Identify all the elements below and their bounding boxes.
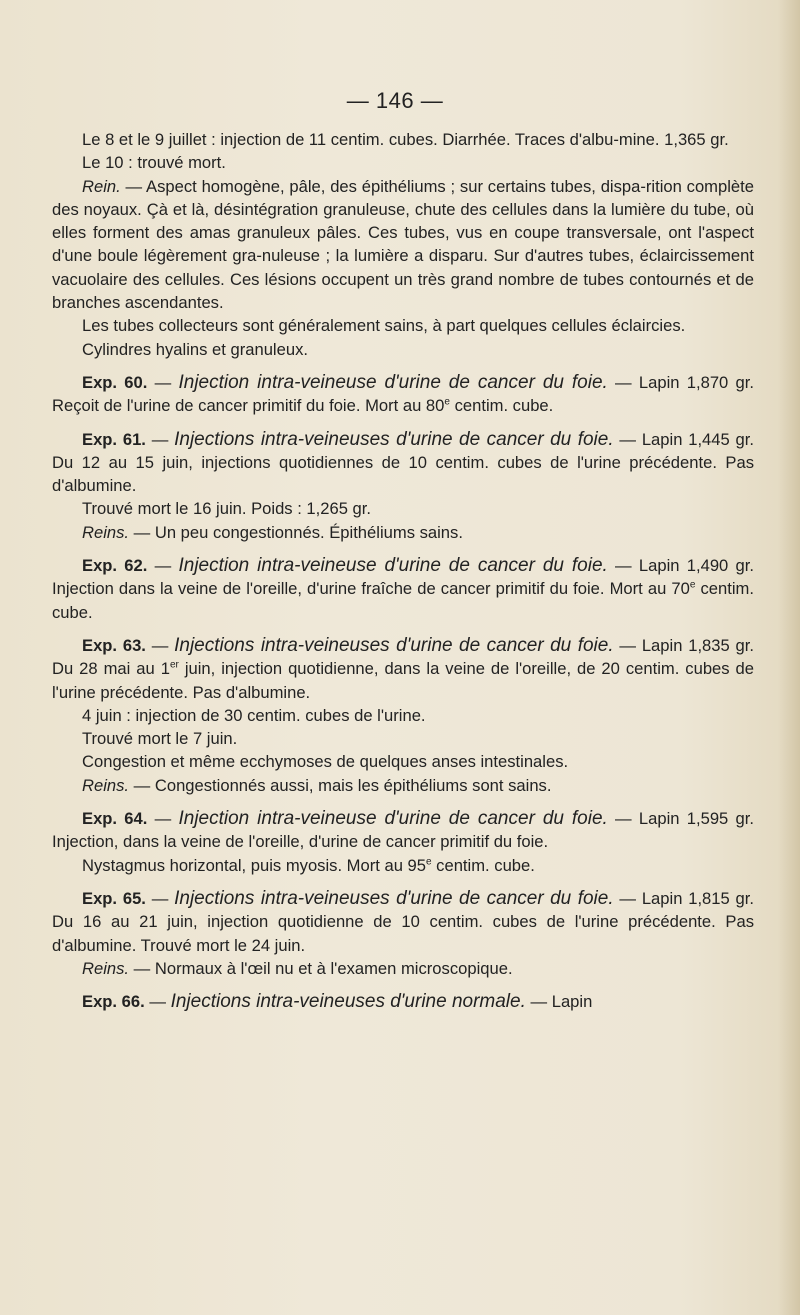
paragraph-rein [52, 175, 754, 315]
paragraph-text: centim. cube. [431, 855, 535, 875]
paragraph: Trouvé mort le 7 juin. [82, 729, 238, 749]
experiment-label: Exp. 63. [82, 635, 146, 655]
experiment-text: centim. cube. [52, 579, 754, 622]
experiment-text: Lapin 1,490 gr. Injection dans la veine de l'oreille, d'urine fraîche de cancer primitif du foie. Mort au 70 [52, 556, 754, 599]
paragraph-reins [52, 774, 754, 797]
paragraph [52, 854, 754, 877]
experiment-62: Exp. 62. — Injection intra-veineuse d'urine de cancer du foie. — Lapin 1,490 gr. Injection dans la veine de l'oreille, d'urine fraîche de cancer primitif du foie. Mort au 70e centim. cube. [52, 555, 754, 622]
experiment-64: Exp. 64. — Injection intra-veineuse d'urine de cancer du foie. — Lapin 1,595 gr. Injection, dans la veine de l'oreille, d'urine de cancer primitif du foie. [52, 808, 754, 852]
paragraph: Trouvé mort le 16 juin. Poids : 1,265 gr. [82, 499, 372, 519]
experiment-66: Exp. 66. — Injections intra-veineuses d'urine normale. — Lapin [82, 991, 593, 1013]
section-heading: Reins. [82, 522, 130, 542]
experiment-label: Exp. 65. [82, 888, 146, 908]
paragraph-text: Nystagmus horizontal, puis myosis. Mort au 95 [82, 855, 426, 875]
paragraph-reins [52, 957, 754, 980]
page-edge-shadow [778, 0, 800, 1315]
experiment-text: Lapin 1,815 gr. Du 16 au 21 juin, injection quotidienne de 10 centim. cubes de l'urine précédente. Pas d'albumine. Trouvé mort le 24 juin. [52, 888, 754, 955]
experiment-title: Injection intra-veineuse d'urine de cancer du foie. [178, 555, 608, 577]
experiment-60: Exp. 60. — Injection intra-veineuse d'urine de cancer du foie. — Lapin 1,870 gr. Reçoit de l'urine de cancer primitif du foie. Mort au 80e centim. cube. [52, 371, 754, 416]
superscript: e [444, 396, 450, 408]
experiment-text: centim. cube. [449, 396, 554, 416]
page-number: — 146 — [346, 88, 444, 113]
section-heading: Reins. [82, 775, 130, 795]
experiment-label: Exp. 64. [82, 809, 148, 829]
paragraph-text: — Aspect homogène, pâle, des épithéliums ; sur certains tubes, dispa-rition complète des noyaux. Çà et là, désintégration granuleuse, chute des cellules dans la lumière du tube, où elles forment des amas granuleux pâles. Ces tubes, vus en coupe transversale, ont l'aspect d'une boule légèrement gra-nuleuse ; la lumière a disparu. Sur d'autres tubes, éclaircissement vacuolaire des cellules. Ces lésions occupent un très grand nombre de tubes contournés et de branches ascendantes. [52, 176, 754, 313]
paragraph: 4 juin : injection de 30 centim. cubes de l'urine. [82, 705, 426, 725]
experiment-label: Exp. 61. [82, 429, 146, 449]
experiment-label: Exp. 60. [82, 372, 148, 392]
paragraph-text: — Congestionnés aussi, mais les épithéliums sont sains. [129, 775, 552, 795]
section-heading: Reins. [82, 958, 130, 978]
experiment-65: Exp. 65. — Injections intra-veineuses d'urine de cancer du foie. — Lapin 1,815 gr. Du 16 au 21 juin, injection quotidienne de 10 centim. cubes de l'urine précédente. Pas d'albumine. Trouvé mort le 24 juin. [52, 887, 754, 955]
paragraph: Le 10 : trouvé mort. [82, 153, 226, 173]
section-heading: Rein. [82, 176, 121, 196]
experiment-text: juin, injection quotidienne, dans la veine de l'oreille, de 20 centim. cubes de l'urine précédente. Pas d'albumine. [52, 659, 754, 702]
paragraph-reins [52, 521, 754, 544]
experiment-text: Lapin 1,445 gr. Du 12 au 15 juin, injections quotidiennes de 10 centim. cubes de l'urine précédente. Pas d'albumine. [52, 429, 754, 496]
superscript: e [689, 579, 696, 591]
paragraph-text: — Normaux à l'œil nu et à l'examen microscopique. [129, 958, 513, 978]
experiment-title: Injection intra-veineuse d'urine de cancer du foie. [178, 371, 608, 393]
experiment-title: Injections intra-veineuses d'urine de cancer du foie. [174, 428, 614, 450]
paragraph: Congestion et même ecchymoses de quelques anses intestinales. [82, 752, 569, 772]
paragraph: Cylindres hyalins et granuleux. [82, 339, 308, 359]
experiment-61: Exp. 61. — Injections intra-veineuses d'urine de cancer du foie. — Lapin 1,445 gr. Du 12 au 15 juin, injections quotidiennes de 10 centim. cubes de l'urine précédente. Pas d'albumine. [52, 428, 754, 496]
experiment-label: Exp. 62. [82, 556, 148, 576]
experiment-63: Exp. 63. — Injections intra-veineuses d'urine de cancer du foie. — Lapin 1,835 gr. Du 28 mai au 1er juin, injection quotidienne, dans la veine de l'oreille, de 20 centim. cubes de l'urine précédente. Pas d'albumine. [52, 634, 754, 702]
paragraph-text: — Un peu congestionnés. Épithéliums sains. [129, 522, 463, 542]
superscript: er [169, 659, 179, 671]
experiment-title: Injections intra-veineuses d'urine de cancer du foie. [174, 634, 614, 656]
experiment-title: Injections intra-veineuses d'urine de cancer du foie. [174, 887, 614, 909]
paragraph: Les tubes collecteurs sont généralement sains, à part quelques cellules éclaircies. [82, 316, 686, 336]
superscript: e [426, 856, 432, 868]
experiment-text: Lapin 1,595 gr. Injection, dans la veine de l'oreille, d'urine de cancer primitif du foie. [52, 809, 754, 852]
experiment-text: Lapin 1,870 gr. Reçoit de l'urine de cancer primitif du foie. Mort au 80 [52, 372, 754, 416]
paragraph: Le 8 et le 9 juillet : injection de 11 centim. cubes. Diarrhée. Traces d'albu-mine. 1,365 gr. [82, 130, 729, 149]
experiment-label: Exp. 66. [82, 992, 145, 1012]
experiment-title: Injection intra-veineuse d'urine de cancer du foie. [178, 808, 608, 830]
experiment-title: Injections intra-veineuses d'urine normale. [170, 991, 526, 1013]
experiment-text: Lapin 1,835 gr. Du 28 mai au 1 [52, 635, 754, 679]
page-body [52, 128, 754, 1013]
experiment-text: Lapin [551, 992, 593, 1012]
